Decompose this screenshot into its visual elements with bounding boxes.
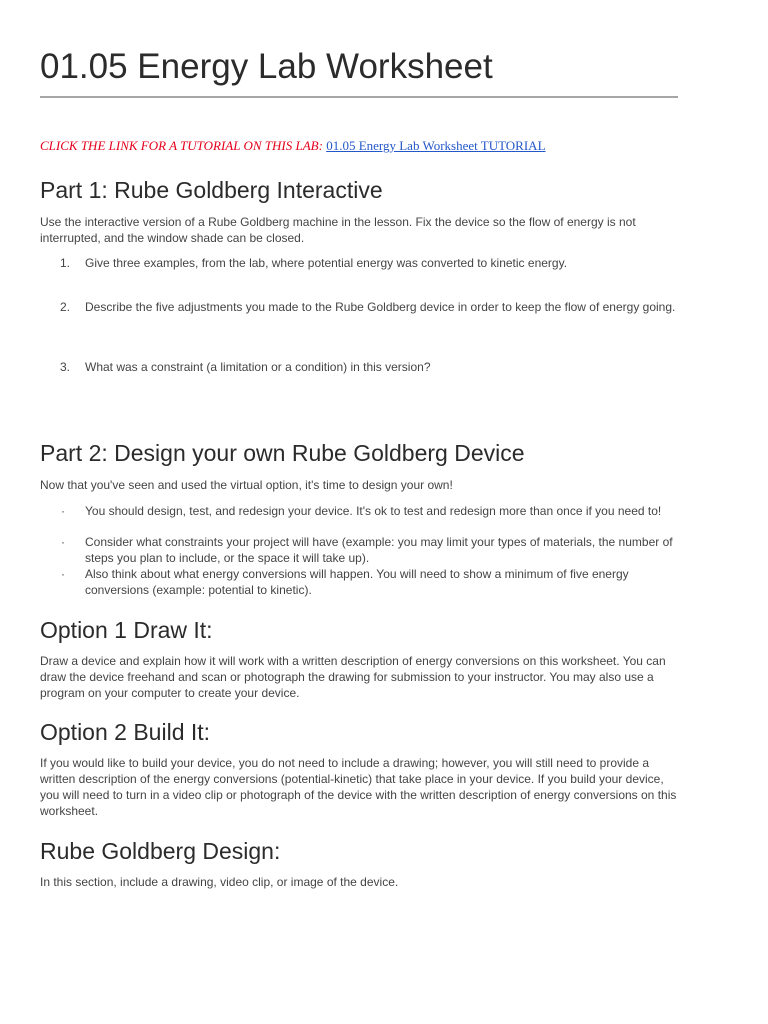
bullet-text: Consider what constraints your project will have (example: you may limit your types of materials, the number of steps you plan to include, or the space it will take up). — [85, 535, 673, 565]
part1-intro: Use the interactive version of a Rube Goldberg machine in the lesson. Fix the device so the flow of energy is not interrupted, and the window shade can be closed. — [40, 215, 636, 245]
question-text: What was a constraint (a limitation or a condition) in this version? — [85, 360, 431, 374]
tutorial-link[interactable]: 01.05 Energy Lab Worksheet TUTORIAL — [326, 138, 546, 153]
title-divider — [40, 96, 678, 98]
bullet-text: Also think about what energy conversions will happen. You will need to show a minimum of five energy conversions (example: potential to kinetic). — [85, 567, 629, 597]
page-title: 01.05 Energy Lab Worksheet — [40, 47, 493, 86]
tutorial-line — [40, 137, 546, 154]
part2-heading: Part 2: Design your own Rube Goldberg Device — [40, 440, 525, 466]
tutorial-prompt: CLICK THE LINK FOR A TUTORIAL ON THIS LAB: — [40, 138, 323, 153]
bullet-mark: · — [61, 535, 65, 549]
question-number: 2. — [60, 300, 71, 314]
option2-text: If you would like to build your device, you do not need to include a drawing; however, you will still need to provide a written description of the energy conversions (potential-kinetic) that take place in your device. If you build your device, you will need to turn in a video clip or photograph of the device with the written description of energy conversions on this worksheet. — [40, 756, 677, 818]
question-number: 1. — [60, 256, 71, 270]
design-heading: Rube Goldberg Design: — [40, 838, 281, 864]
design-text: In this section, include a drawing, video clip, or image of the device. — [40, 875, 399, 889]
question-text: Give three examples, from the lab, where potential energy was converted to kinetic energy. — [85, 256, 568, 270]
bullet-text: You should design, test, and redesign your device. It's ok to test and redesign more than once if you need to! — [85, 504, 662, 518]
part2-intro: Now that you've seen and used the virtual option, it's time to design your own! — [40, 478, 453, 492]
question-text: Describe the five adjustments you made to the Rube Goldberg device in order to keep the flow of energy going. — [85, 300, 676, 314]
option1-text: Draw a device and explain how it will work with a written description of energy conversions on this worksheet. You can draw the device freehand and scan or photograph the drawing for submission to your instructor. You may also use a program on your computer to create your device. — [40, 654, 666, 700]
part1-heading: Part 1: Rube Goldberg Interactive — [40, 177, 383, 203]
question-number: 3. — [60, 360, 71, 374]
option1-heading: Option 1 Draw It: — [40, 617, 213, 643]
bullet-mark: · — [61, 504, 65, 518]
option2-heading: Option 2 Build It: — [40, 719, 211, 745]
bullet-mark: · — [61, 567, 65, 581]
